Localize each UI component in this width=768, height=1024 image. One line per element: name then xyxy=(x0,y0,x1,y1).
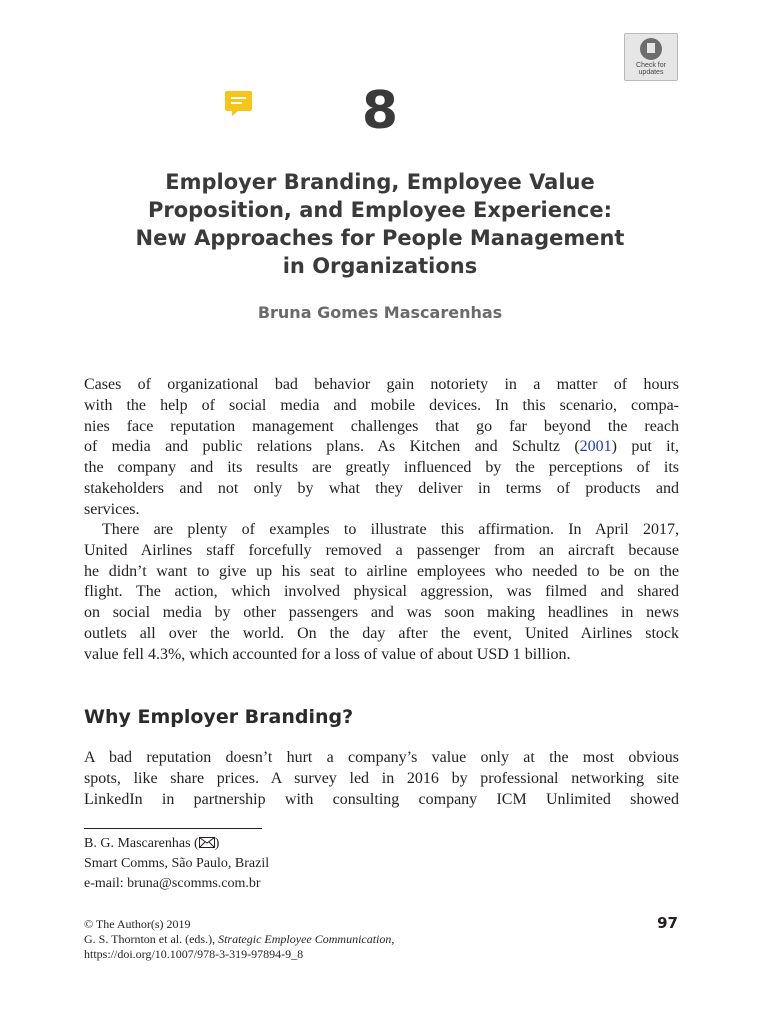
text-line: spots, like share prices. A survey led in 2016 by professional networking site xyxy=(84,769,679,787)
text-line: he didn’t want to give up his seat to airline employees who needed to be on the xyxy=(84,562,679,580)
text-line: stakeholders and not only by what they deliver in terms of products and xyxy=(84,479,679,497)
bookmark-icon xyxy=(640,38,662,60)
chapter-title-line: in Organizations xyxy=(282,254,478,278)
text-line: with the help of social media and mobile devices. In this scenario, compa- xyxy=(84,396,679,414)
text-line: United Airlines staff forcefully removed a passenger from an aircraft because xyxy=(84,541,679,559)
page-number: 97 xyxy=(657,914,678,932)
footnote-divider xyxy=(84,828,262,829)
body-paragraph-2 xyxy=(84,520,679,666)
text-line: value fell 4.3%, which accounted for a loss of value of about USD 1 billion. xyxy=(84,645,571,663)
chapter-title-line: Proposition, and Employee Experience: xyxy=(147,198,613,222)
badge-label: Check for updates xyxy=(636,62,666,76)
citation-link[interactable]: 2001 xyxy=(579,438,612,456)
section-heading: Why Employer Branding? xyxy=(84,706,354,728)
text-line: on social media by other passengers and was soon making headlines in news xyxy=(84,604,679,622)
book-title: Strategic Employee Communication xyxy=(218,932,392,946)
envelope-icon[interactable] xyxy=(199,837,215,848)
copyright-notice: © The Author(s) 2019 xyxy=(84,917,191,931)
chapter-title-line: Employer Branding, Employee Value xyxy=(165,170,595,194)
body-paragraph-3 xyxy=(84,748,679,810)
check-for-updates-badge[interactable] xyxy=(624,33,678,81)
text-line: A bad reputation doesn’t hurt a company’s value only at the most obvious xyxy=(84,749,679,766)
text-line: flight. The action, which involved physical aggression, was filmed and shared xyxy=(84,583,679,601)
text-line: outlets all over the world. On the day after the event, United Airlines stock xyxy=(84,624,679,642)
text-line: of media and public relations plans. As Kitchen and Schultz (2001) put it, xyxy=(84,438,679,456)
body-paragraph-1 xyxy=(84,375,679,521)
text-line: Cases of organizational bad behavior gain notoriety in a matter of hours xyxy=(84,376,679,393)
doi-link[interactable]: https://doi.org/10.1007/978-3-319-97894-9_8 xyxy=(84,947,304,961)
text-line: LinkedIn in partnership with consulting company ICM Unlimited showed xyxy=(84,790,679,808)
text-line: nies face reputation management challenges that go far beyond the reach xyxy=(84,417,679,435)
chapter-number: 8 xyxy=(361,81,399,141)
comment-icon[interactable] xyxy=(224,90,253,117)
text-line: the company and its results are greatly influenced by the perceptions of its xyxy=(84,459,679,477)
text-line: services. xyxy=(84,500,140,518)
chapter-title-line: New Approaches for People Management xyxy=(135,226,625,250)
footnote-email[interactable]: e-mail: bruna@scomms.com.br xyxy=(84,876,261,891)
author-name: Bruna Gomes Mascarenhas xyxy=(257,303,503,322)
footnote-affiliation: Smart Comms, São Paulo, Brazil xyxy=(84,856,270,871)
text-line: There are plenty of examples to illustrate this affirmation. In April 2017, xyxy=(102,521,679,538)
book-citation: G. S. Thornton et al. (eds.), Strategic Employee Communication, xyxy=(84,932,395,946)
chapter-title xyxy=(60,168,700,280)
footnote-author: B. G. Mascarenhas ( ) xyxy=(84,836,220,851)
